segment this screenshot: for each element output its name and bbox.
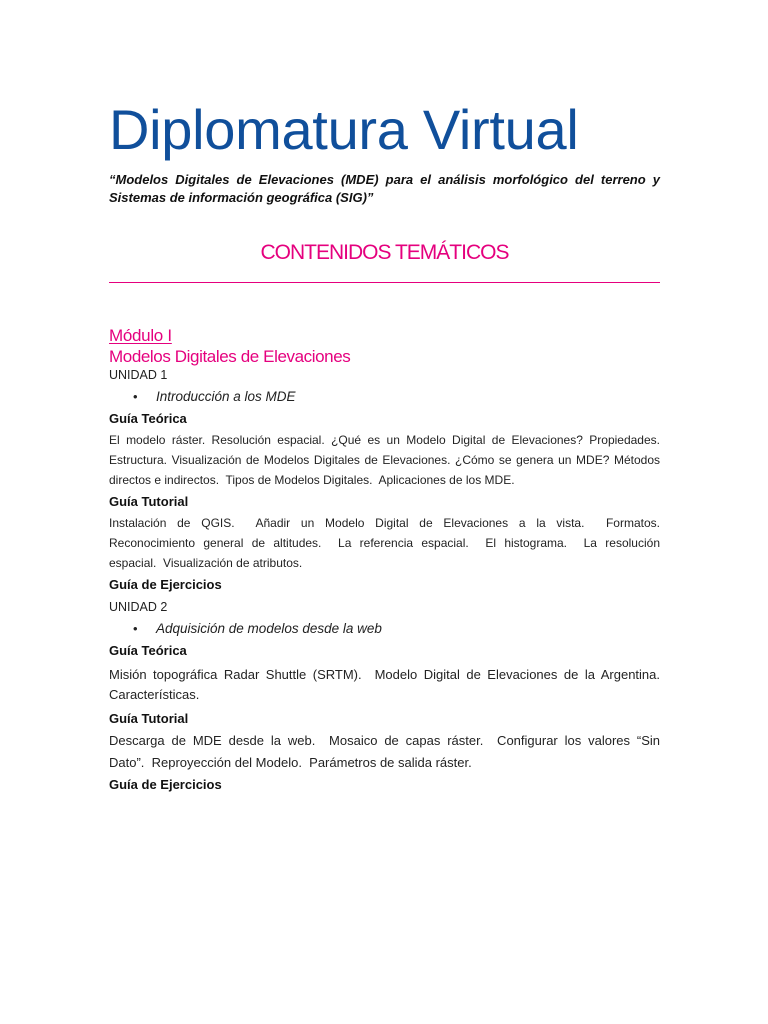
content-column (109, 0, 660, 795)
bullet-icon (133, 387, 138, 407)
unit-1-topic (109, 387, 660, 407)
text-line: Características. (109, 687, 200, 702)
document-subtitle: “Modelos Digitales de Elevaciones (MDE) para el análisis morfológico del terreno y Sistemas de información geográfica (SIG)” (109, 172, 660, 205)
heading-divider (109, 282, 660, 283)
guide-teorica-heading: Guía Teórica (109, 643, 187, 658)
module-title: Modelos Digitales de Elevaciones (109, 347, 351, 366)
guide-ejercicios-heading: Guía de Ejercicios (109, 577, 222, 592)
document-title: Diplomatura Virtual (109, 98, 579, 161)
section-heading: CONTENIDOS TEMÁTICOS (260, 241, 509, 264)
text-line: Reconocimiento general de altitudes. La referencia espacial. El histograma. La resolución (109, 536, 660, 550)
guide-tutorial-description (109, 513, 660, 573)
text-line: Estructura. Visualización de Modelos Digitales de Elevaciones. ¿Cómo se genera un MDE? Métodos (109, 453, 660, 467)
unit-2-label: UNIDAD 2 (109, 600, 168, 614)
module-label-text: Módulo I (109, 326, 172, 345)
module-label (109, 326, 660, 346)
guide-tutorial-heading: Guía Tutorial (109, 494, 189, 509)
text-line: directos e indirectos. Tipos de Modelos Digitales. Aplicaciones de los MDE. (109, 473, 515, 487)
guide-teorica-heading: Guía Teórica (109, 411, 187, 426)
guide-teorica-description (109, 430, 660, 490)
guide-tutorial-heading: Guía Tutorial (109, 711, 189, 726)
text-line: Descarga de MDE desde la web. Mosaico de capas ráster. Configurar los valores “Sin (109, 733, 660, 748)
text-line: El modelo ráster. Resolución espacial. ¿Qué es un Modelo Digital de Elevaciones? Propiedades. (109, 433, 660, 447)
guide-ejercicios-heading: Guía de Ejercicios (109, 777, 222, 792)
text-line: espacial. Visualización de atributos. (109, 556, 303, 570)
unit-2-topic (109, 619, 660, 639)
text-line: Dato”. Reproyección del Modelo. Parámetros de salida ráster. (109, 755, 472, 770)
guide-tutorial-description (109, 730, 660, 774)
guide-teorica-description (109, 665, 660, 705)
bullet-icon (133, 619, 138, 639)
unit-1-topic-text: Introducción a los MDE (156, 389, 296, 404)
unit-1-label: UNIDAD 1 (109, 368, 168, 382)
unit-2-topic-text: Adquisición de modelos desde la web (156, 621, 382, 636)
text-line: Instalación de QGIS. Añadir un Modelo Digital de Elevaciones a la vista. Formatos. (109, 516, 660, 530)
text-line: Misión topográfica Radar Shuttle (SRTM). Modelo Digital de Elevaciones de la Argentina. (109, 667, 660, 682)
